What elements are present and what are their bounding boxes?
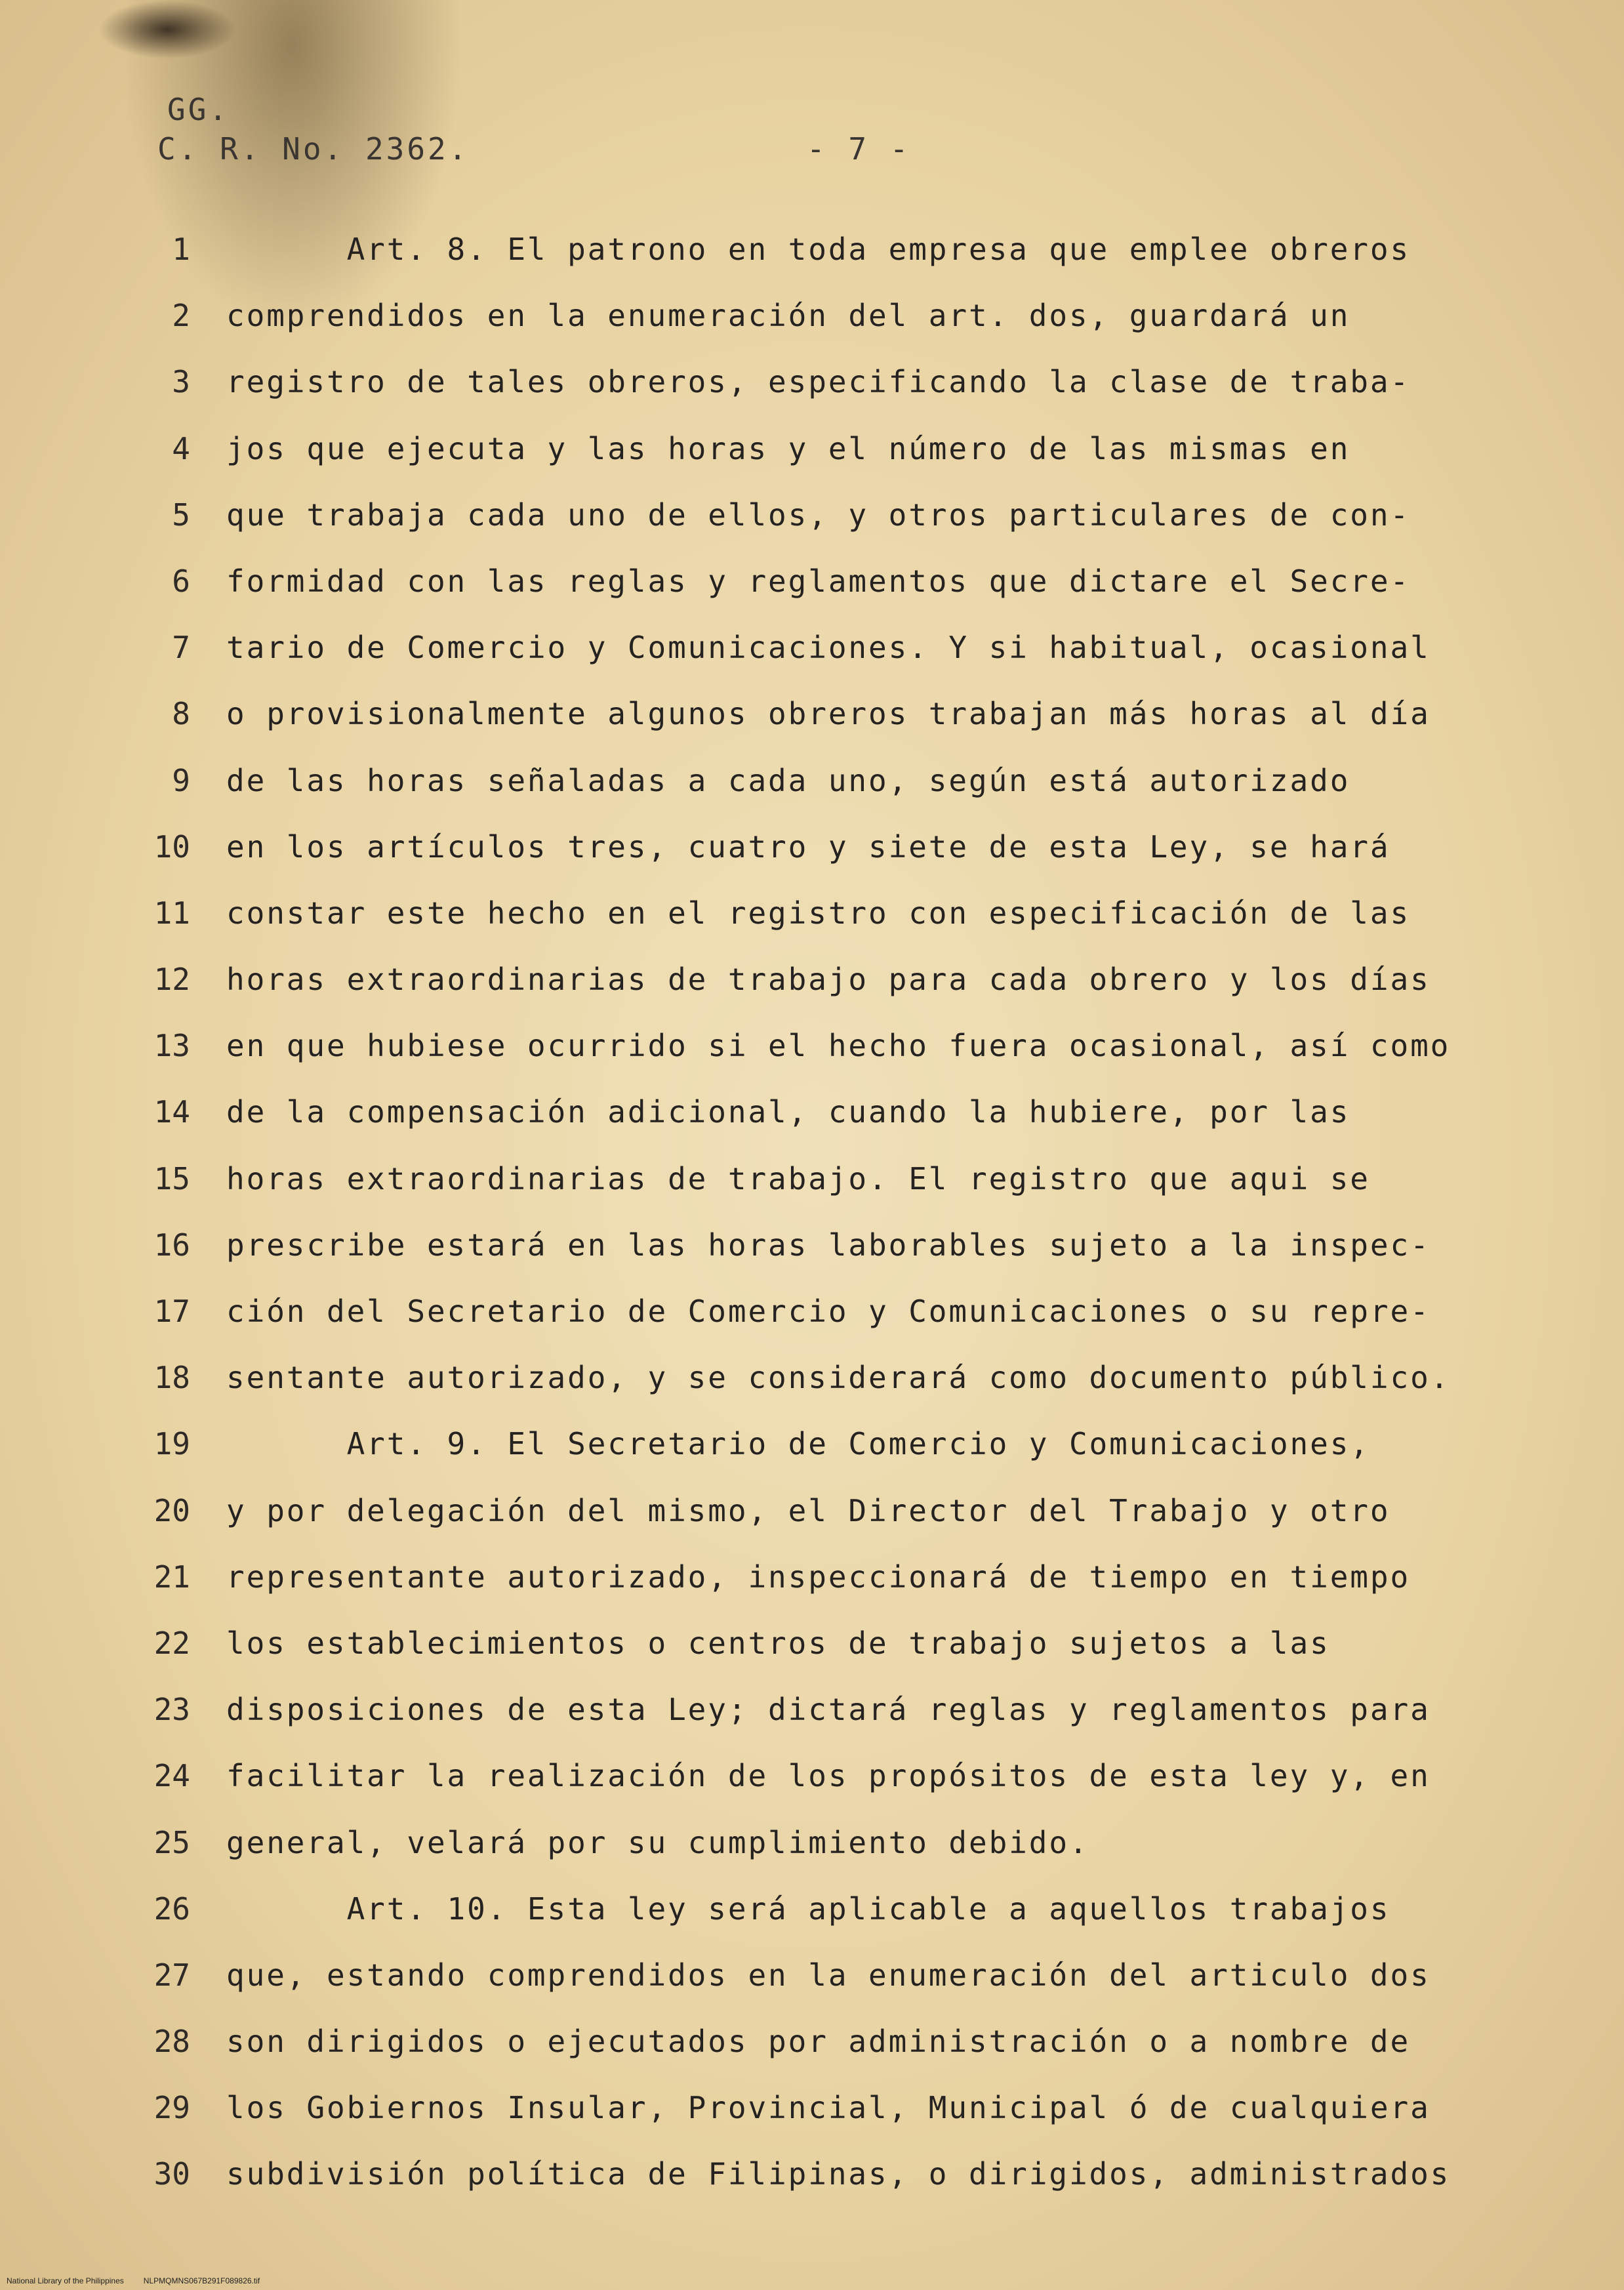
text-line	[0, 2012, 1624, 2078]
line-text: registro de tales obreros, especificando la clase de traba-	[226, 364, 1411, 400]
text-line	[0, 817, 1624, 884]
line-number: 25	[153, 1824, 190, 1860]
file-identifier: NLPMQMNS067B291F089826.tif	[143, 2276, 260, 2285]
line-text: jos que ejecuta y las horas y el número de las mismas en	[226, 430, 1350, 466]
text-line	[0, 684, 1624, 750]
line-text: ción del Secretario de Comercio y Comunicaciones o su repre-	[226, 1294, 1431, 1329]
line-text: subdivisión política de Filipinas, o dirigidos, administrados	[226, 2156, 1451, 2192]
line-number: 2	[172, 298, 190, 334]
line-number: 16	[153, 1227, 190, 1263]
text-line	[0, 950, 1624, 1016]
text-line	[0, 1016, 1624, 1082]
line-text: que, estando comprendidos en la enumeración del articulo dos	[226, 1957, 1431, 1993]
text-line	[0, 1481, 1624, 1547]
line-number: 14	[153, 1094, 190, 1130]
line-text: Art. 10. Esta ley será aplicable a aquellos trabajos	[226, 1891, 1391, 1927]
line-text: comprendidos en la enumeración del art. dos, guardará un	[226, 298, 1350, 334]
line-number: 18	[153, 1360, 190, 1396]
line-number: 12	[153, 962, 190, 998]
line-number: 3	[172, 364, 190, 400]
line-number: 8	[172, 696, 190, 732]
line-number: 1	[172, 232, 190, 267]
paper-stain	[98, 0, 236, 59]
text-line	[0, 1547, 1624, 1614]
text-line	[0, 751, 1624, 817]
line-number: 23	[153, 1692, 190, 1728]
library-credit: National Library of the Philippines	[7, 2276, 124, 2285]
line-number: 11	[153, 895, 190, 931]
text-line	[0, 419, 1624, 485]
text-line	[0, 618, 1624, 684]
page-number: - 7 -	[807, 131, 911, 167]
typist-initials: GG.	[167, 92, 230, 127]
line-number: 5	[172, 497, 190, 533]
line-text: los establecimientos o centros de trabajo sujetos a las	[226, 1625, 1330, 1661]
text-line	[0, 2078, 1624, 2144]
line-text: Art. 8. El patrono en toda empresa que emplee obreros	[226, 232, 1411, 267]
line-text: general, velará por su cumplimiento debido.	[226, 1824, 1089, 1860]
text-line	[0, 552, 1624, 618]
text-line	[0, 1216, 1624, 1282]
line-text: facilitar la realización de los propósitos de esta ley y, en	[226, 1758, 1431, 1794]
line-number: 21	[153, 1559, 190, 1595]
text-line	[0, 1813, 1624, 1879]
line-number: 20	[153, 1492, 190, 1528]
line-number: 9	[172, 762, 190, 798]
line-text: en que hubiese ocurrido si el hecho fuera ocasional, así como	[226, 1028, 1451, 1064]
document-body	[0, 220, 1624, 2211]
text-line	[0, 1082, 1624, 1149]
line-text: representante autorizado, inspeccionará de tiempo en tiempo	[226, 1559, 1411, 1595]
line-number: 29	[153, 2090, 190, 2126]
line-number: 13	[153, 1028, 190, 1064]
line-text: horas extraordinarias de trabajo para cada obrero y los días	[226, 962, 1431, 998]
bill-number: C. R. No. 2362.	[157, 131, 470, 167]
line-text: son dirigidos o ejecutados por administración o a nombre de	[226, 2024, 1411, 2060]
text-line	[0, 1414, 1624, 1481]
line-text: tario de Comercio y Comunicaciones. Y si habitual, ocasional	[226, 630, 1431, 666]
line-number: 15	[153, 1160, 190, 1196]
text-line	[0, 286, 1624, 352]
text-line	[0, 1149, 1624, 1216]
line-text: y por delegación del mismo, el Director del Trabajo y otro	[226, 1492, 1391, 1528]
text-line	[0, 1282, 1624, 1348]
text-line	[0, 1348, 1624, 1414]
line-text: horas extraordinarias de trabajo. El registro que aqui se	[226, 1160, 1370, 1196]
line-text: los Gobiernos Insular, Provincial, Municipal ó de cualquiera	[226, 2090, 1431, 2126]
text-line	[0, 2144, 1624, 2211]
line-text: de la compensación adicional, cuando la hubiere, por las	[226, 1094, 1350, 1130]
line-number: 4	[172, 430, 190, 466]
line-number: 7	[172, 630, 190, 666]
line-number: 28	[153, 2024, 190, 2060]
line-text: disposiciones de esta Ley; dictará reglas y reglamentos para	[226, 1692, 1431, 1728]
line-text: constar este hecho en el registro con especificación de las	[226, 895, 1411, 931]
line-number: 10	[153, 828, 190, 865]
line-text: prescribe estará en las horas laborables sujeto a la inspec-	[226, 1227, 1431, 1263]
text-line	[0, 1614, 1624, 1680]
line-number: 17	[153, 1294, 190, 1329]
line-number: 30	[153, 2156, 190, 2192]
line-text: o provisionalmente algunos obreros trabajan más horas al día	[226, 696, 1431, 732]
text-line	[0, 1680, 1624, 1746]
text-line	[0, 1879, 1624, 1946]
line-number: 6	[172, 563, 190, 599]
line-text: en los artículos tres, cuatro y siete de esta Ley, se hará	[226, 828, 1391, 865]
line-number: 26	[153, 1891, 190, 1927]
line-number: 22	[153, 1625, 190, 1661]
line-number: 27	[153, 1957, 190, 1993]
text-line	[0, 220, 1624, 286]
line-text: sentante autorizado, y se considerará como documento público.	[226, 1360, 1451, 1396]
text-line	[0, 485, 1624, 552]
line-text: de las horas señaladas a cada uno, según está autorizado	[226, 762, 1350, 798]
line-text: formidad con las reglas y reglamentos que dictare el Secre-	[226, 563, 1411, 599]
line-text: que trabaja cada uno de ellos, y otros particulares de con-	[226, 497, 1411, 533]
text-line	[0, 352, 1624, 419]
line-text: Art. 9. El Secretario de Comercio y Comunicaciones,	[226, 1426, 1370, 1462]
text-line	[0, 1946, 1624, 2012]
text-line	[0, 884, 1624, 950]
footer	[7, 2276, 279, 2285]
line-number: 19	[153, 1426, 190, 1462]
line-number: 24	[153, 1758, 190, 1794]
text-line	[0, 1746, 1624, 1812]
